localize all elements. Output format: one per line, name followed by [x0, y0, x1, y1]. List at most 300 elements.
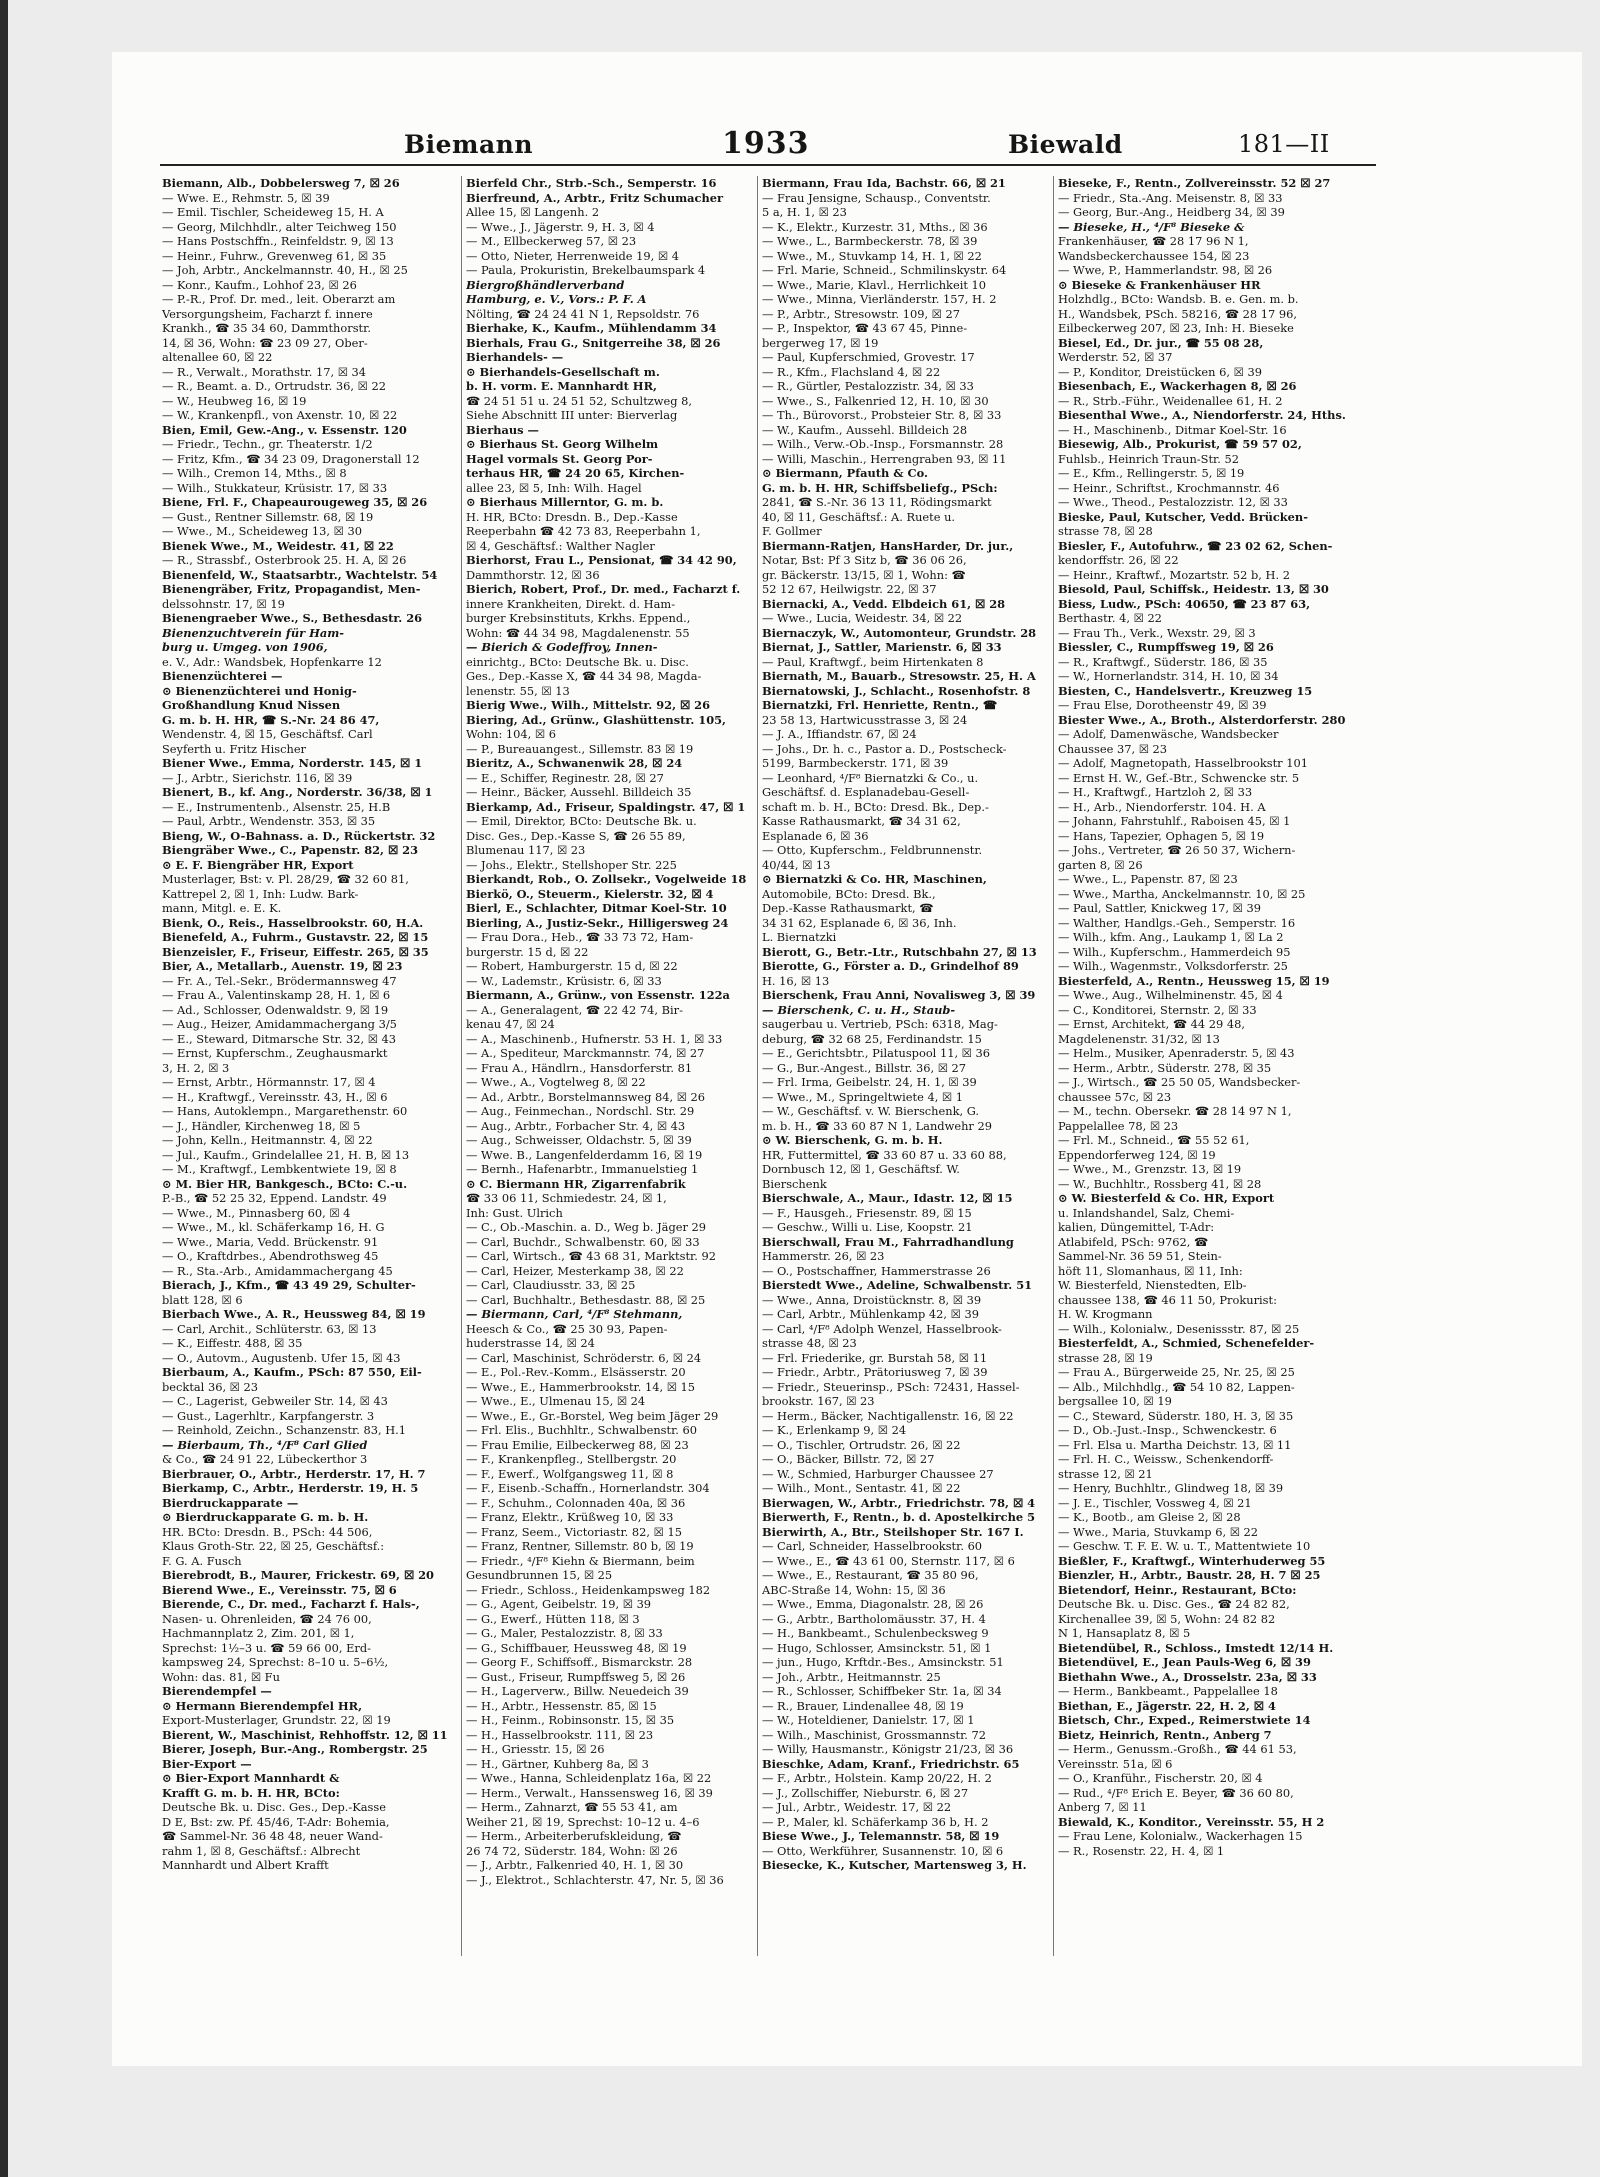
directory-entry-line: — W., Lademstr., Krüsistr. 6, ☒ 33	[466, 973, 662, 988]
directory-entry-line: — Georg, Milchhdlr., alter Teichweg 150	[162, 219, 397, 234]
directory-entry-line: — J., Arbtr., Falkenried 40, H. 1, ☒ 30	[466, 1858, 684, 1872]
directory-entry-line: kalien, Düngemittel, T-Adr:	[1058, 1220, 1215, 1234]
directory-entry-line: Biering, Ad., Grünw., Glashüttenstr. 105,	[466, 712, 727, 727]
directory-entry-line: — Wwe., M., Springeltwiete 4, ☒ 1	[762, 1089, 964, 1104]
directory-entry-line: Eilbeckerweg 207, ☒ 23, Inh: H. Bieseke	[1058, 321, 1294, 335]
directory-entry-line: — K., Eiffestr. 488, ☒ 35	[162, 1336, 303, 1350]
directory-entry-line: — Frau A., Bürgerweide 25, Nr. 25, ☒ 25	[1058, 1365, 1295, 1379]
running-head-left: Biemann	[404, 130, 534, 159]
directory-entry-line: 26 74 72, Süderstr. 184, Wohn: ☒ 26	[466, 1843, 678, 1858]
directory-entry-line: — R., Rosenstr. 22, H. 4, ☒ 1	[1058, 1843, 1225, 1858]
directory-entry-line: — Wwe., A., Vogtelweg 8, ☒ 22	[466, 1075, 646, 1089]
directory-entry-line: — Otto, Kupferschm., Feldbrunnenstr.	[762, 843, 983, 857]
directory-entry-line: — Aug., Feinmechan., Nordschl. Str. 29	[466, 1104, 695, 1118]
directory-entry-line: Biethan, E., Jägerstr. 22, H. 2, ☒ 4	[1058, 1698, 1276, 1713]
directory-entry-line: ☎ Sammel-Nr. 36 48 48, neuer Wand-	[162, 1829, 383, 1843]
column-divider	[757, 176, 758, 1956]
directory-entry-line: — P., Bureauangest., Sillemstr. 83 ☒ 19	[466, 741, 694, 756]
directory-entry-line: Heesch & Co., ☎ 25 30 93, Papen-	[466, 1321, 668, 1336]
directory-entry-line: — J., Wirtsch., ☎ 25 50 05, Wandsbecker-	[1058, 1075, 1301, 1089]
directory-entry-line: — Wwe., Maria, Stuvkamp 6, ☒ 22	[1058, 1524, 1259, 1539]
directory-entry-line: Weiher 21, ☒ 19, Sprechst: 10–12 u. 4–6	[466, 1814, 700, 1829]
directory-entry-line: — Wwe. E., Rehmstr. 5, ☒ 39	[162, 190, 330, 205]
directory-entry-line: Biesler, F., Autofuhrw., ☎ 23 02 62, Schen-	[1058, 538, 1333, 553]
directory-entry-line: — J., Arbtr., Sierichstr. 116, ☒ 39	[162, 770, 353, 785]
directory-entry-line: ⊙ Bienenzüchterei und Honig-	[162, 683, 357, 698]
directory-entry-line: ⊙ W. Bierschenk, G. m. b. H.	[762, 1133, 943, 1147]
directory-entry-line: Seyferth u. Fritz Hischer	[162, 741, 307, 756]
directory-entry-line: — Heinr., Schriftst., Krochmannstr. 46	[1058, 480, 1280, 495]
directory-entry-line: ⊙ Bier-Export Mannhardt &	[162, 1771, 340, 1785]
directory-entry-line: ⊙ Hermann Bierendempfel HR,	[162, 1698, 363, 1713]
directory-entry-line: Bienengräber, Fritz, Propagandist, Men-	[162, 582, 421, 596]
directory-entry-line: & Co., ☎ 24 91 22, Lübeckerthor 3	[162, 1452, 368, 1466]
directory-entry-line: höft 11, Slomanhaus, ☒ 11, Inh:	[1058, 1263, 1243, 1278]
directory-entry-line: Mannhardt und Albert Krafft	[162, 1858, 329, 1872]
directory-entry-line: Bierkamp, Ad., Friseur, Spaldingstr. 47, ☒ 1	[466, 799, 746, 814]
directory-entry-line: — W., Hoteldiener, Danielstr. 17, ☒ 1	[762, 1713, 975, 1727]
directory-entry-line: — Wilh., Verw.-Ob.-Insp., Forsmannstr. 28	[762, 437, 1004, 451]
directory-entry-line: — Bieseke, H., ⁴/F⁸ Bieseke &	[1058, 219, 1245, 234]
directory-entry-line: Bierach, J., Kfm., ☎ 43 49 29, Schulter-	[162, 1278, 416, 1292]
directory-entry-line: Bierebrodt, B., Maurer, Frickestr. 69, ☒ 20	[162, 1568, 434, 1582]
directory-entry-line: — Wwe., Minna, Vierländerstr. 157, H. 2	[762, 292, 997, 306]
directory-entry-line: Biermann-Ratjen, HansHarder, Dr. jur.,	[762, 538, 1014, 553]
directory-entry-line: — J., Elektrot., Schlachterstr. 47, Nr. 5, ☒ 36	[466, 1872, 724, 1887]
directory-entry-line: — C., Ob.-Maschin. a. D., Weg b. Jäger 29	[466, 1220, 707, 1234]
directory-entry-line: — Friedr., Arbtr., Prätoriusweg 7, ☒ 39	[762, 1365, 988, 1379]
directory-entry-line: — A., Spediteur, Marckmannstr. 74, ☒ 27	[466, 1046, 705, 1060]
directory-entry-line: Automobile, BCto: Dresd. Bk.,	[762, 886, 936, 901]
directory-entry-line: — Biermann, Carl, ⁴/F⁸ Stehmann,	[466, 1307, 683, 1321]
directory-entry-line: 40, ☒ 11, Geschäftsf.: A. Ruete u.	[762, 509, 956, 524]
directory-entry-line: — Carl, Wirtsch., ☎ 43 68 31, Marktstr. 92	[466, 1249, 716, 1263]
directory-entry-line: Kasse Rathausmarkt, ☎ 34 31 62,	[762, 814, 961, 828]
directory-entry-line: — Frl. Marie, Schneid., Schmilinskystr. 64	[762, 263, 1007, 277]
directory-entry-line: altenallee 60, ☒ 22	[162, 350, 273, 364]
directory-entry-line: Bier, A., Metallarb., Auenstr. 19, ☒ 23	[162, 959, 403, 973]
directory-entry-line: — Wwe., E., Gr.-Borstel, Weg beim Jäger 29	[466, 1408, 719, 1423]
directory-entry-line: — H., Kraftwgf., Hartzloh 2, ☒ 33	[1058, 785, 1253, 799]
directory-column-3	[762, 176, 1054, 1956]
directory-entry-line: — W., Hornerlandstr. 314, H. 10, ☒ 34	[1058, 669, 1279, 683]
directory-entry-line: — Rud., ⁴/F⁸ Erich E. Beyer, ☎ 36 60 80,	[1058, 1785, 1294, 1800]
directory-entry-line: — Paul, Arbtr., Wendenstr. 353, ☒ 35	[162, 814, 376, 828]
directory-entry-line: Bieschke, Adam, Kranf., Friedrichstr. 65	[762, 1756, 1020, 1771]
directory-entry-line: Bierich, Robert, Prof., Dr. med., Facharzt f.	[466, 582, 741, 596]
directory-entry-line: Hamburg, e. V., Vors.: P. F. A	[466, 292, 647, 306]
directory-entry-line: — J., Zollschiffer, Nieburstr. 6, ☒ 27	[762, 1785, 969, 1800]
directory-entry-line: Biermann, A., Grünw., von Essenstr. 122a	[466, 988, 730, 1002]
directory-entry-line: — W., Schmied, Harburger Chaussee 27	[762, 1466, 994, 1481]
directory-entry-line: H. HR, BCto: Dresdn. B., Dep.-Kasse	[466, 509, 678, 524]
directory-entry-line: — Wilh., Mont., Sentastr. 41, ☒ 22	[762, 1481, 961, 1495]
directory-entry-line: burg u. Umgeg. von 1906,	[162, 640, 328, 654]
directory-entry-line: Kattrepel 2, ☒ 1, Inh: Ludw. Bark-	[162, 886, 359, 901]
directory-entry-line: HR, Futtermittel, ☎ 33 60 87 u. 33 60 88,	[762, 1147, 1007, 1162]
directory-entry-line: ⊙ Bierhaus St. Georg Wilhelm	[466, 437, 659, 451]
directory-entry-line: Dornbusch 12, ☒ 1, Geschäftsf. W.	[762, 1162, 960, 1176]
directory-entry-line: — Alb., Milchhdlg., ☎ 54 10 82, Lappen-	[1058, 1379, 1295, 1394]
directory-entry-line: blatt 128, ☒ 6	[162, 1292, 243, 1307]
directory-entry-line: Musterlager, Bst: v. Pl. 28/29, ☎ 32 60 81,	[162, 872, 409, 886]
directory-entry-line: — Georg F., Schiffsoff., Bismarckstr. 28	[466, 1655, 693, 1669]
directory-entry-line: garten 8, ☒ 26	[1058, 857, 1143, 872]
directory-entry-line: — Carl, Buchdr., Schwalbenstr. 60, ☒ 33	[466, 1234, 700, 1249]
directory-entry-line: ⊙ W. Biesterfeld & Co. HR, Export	[1058, 1191, 1275, 1205]
directory-entry-line: — Paul, Kraftwgf., beim Hirtenkaten 8	[762, 654, 984, 669]
directory-entry-line: 2841, ☎ S.-Nr. 36 13 11, Rödingsmarkt	[762, 495, 992, 509]
directory-entry-line: — Wilh., kfm. Ang., Laukamp 1, ☒ La 2	[1058, 930, 1284, 944]
directory-entry-line: Bierwagen, W., Arbtr., Friedrichstr. 78, ☒ 4	[762, 1495, 1036, 1510]
directory-entry-line: — Wwe., Lucia, Weidestr. 34, ☒ 22	[762, 611, 963, 625]
directory-entry-line: — Emil, Direktor, BCto: Deutsche Bk. u.	[466, 814, 697, 828]
directory-entry-line: strasse 48, ☒ 23	[762, 1336, 857, 1350]
directory-entry-line: Bierkamp, C., Arbtr., Herderstr. 19, H. 5	[162, 1481, 419, 1495]
directory-entry-line: — Frau Else, Dorotheenstr 49, ☒ 39	[1058, 698, 1267, 712]
directory-entry-line: — E., Kfm., Rellingerstr. 5, ☒ 19	[1058, 466, 1245, 480]
directory-entry-line: Biesterfeld, A., Rentn., Heussweg 15, ☒ 19	[1058, 973, 1330, 988]
directory-entry-line: G. m. b. H. HR, Schiffsbeliefg., PSch:	[762, 480, 998, 495]
directory-entry-line: — G., Arbtr., Bartholomäusstr. 37, H. 4	[762, 1611, 986, 1626]
directory-entry-line: Biernath, M., Bauarb., Stresowstr. 25, H. A	[762, 669, 1036, 683]
directory-entry-line: 34 31 62, Esplanade 6, ☒ 36, Inh.	[762, 915, 957, 930]
directory-column-1	[162, 176, 454, 1956]
directory-entry-line: H. W. Krogmann	[1058, 1307, 1153, 1321]
directory-entry-line: Dammthorstr. 12, ☒ 36	[466, 567, 600, 582]
directory-entry-line: Inh: Gust. Ulrich	[466, 1205, 563, 1220]
directory-entry-line: Bierende, C., Dr. med., Facharzt f. Hals-,	[162, 1597, 420, 1611]
directory-entry-line: Bierott, G., Betr.-Ltr., Rutschbahn 27, ☒ 13	[762, 944, 1037, 959]
directory-entry-line: Biesterfeldt, A., Schmied, Schenefelder-	[1058, 1336, 1315, 1350]
directory-entry-line: Bierl, E., Schlachter, Ditmar Koel-Str. 10	[466, 901, 727, 915]
directory-entry-line: — R., Kfm., Flachsland 4, ☒ 22	[762, 364, 941, 379]
directory-entry-line: Bierhake, K., Kaufm., Mühlendamm 34	[466, 321, 717, 335]
directory-entry-line: Biester Wwe., A., Broth., Alsterdorferstr. 280	[1058, 712, 1346, 727]
directory-entry-line: kenau 47, ☒ 24	[466, 1017, 555, 1031]
directory-entry-line: Pappelallee 78, ☒ 23	[1058, 1118, 1179, 1133]
directory-entry-line: ⊙ C. Biermann HR, Zigarrenfabrik	[466, 1176, 686, 1191]
directory-entry-line: G. m. b. H. HR, ☎ S.-Nr. 24 86 47,	[162, 712, 380, 727]
directory-entry-line: bergerweg 17, ☒ 19	[762, 335, 879, 350]
directory-entry-line: — R., Verwalt., Morathstr. 17, ☒ 34	[162, 364, 367, 379]
directory-entry-line: Bierfreund, A., Arbtr., Fritz Schumacher	[466, 190, 723, 205]
directory-entry-line: — Wwe., M., Scheideweg 13, ☒ 30	[162, 524, 362, 538]
directory-entry-line: — K., Elektr., Kurzestr. 31, Mths., ☒ 36	[762, 219, 988, 234]
directory-entry-line: — Frau A., Valentinskamp 28, H. 1, ☒ 6	[162, 988, 391, 1002]
directory-entry-line: ☒ 4, Geschäftsf.: Walther Nagler	[466, 538, 655, 553]
directory-entry-line: — Frl. Friederike, gr. Burstah 58, ☒ 11	[762, 1350, 988, 1365]
directory-entry-line: — M., Kraftwgf., Lembkentwiete 19, ☒ 8	[162, 1162, 397, 1176]
directory-entry-line: Fuhlsb., Heinrich Traun-Str. 52	[1058, 451, 1239, 466]
directory-entry-line: Bietendüvel, E., Jean Pauls-Weg 6, ☒ 39	[1058, 1655, 1311, 1669]
directory-entry-line: Bierling, A., Justiz-Sekr., Hilligersweg 24	[466, 915, 729, 930]
directory-entry-line: Biemann, Alb., Dobbelersweg 7, ☒ 26	[162, 176, 400, 190]
directory-entry-line: 23 58 13, Hartwicusstrasse 3, ☒ 24	[762, 712, 968, 727]
directory-entry-line: — Wwe., E., Ulmenau 15, ☒ 24	[466, 1394, 646, 1408]
directory-entry-line: — G., Maler, Pestalozzistr. 8, ☒ 33	[466, 1626, 663, 1640]
directory-entry-line: Bienengraeber Wwe., S., Bethesdastr. 26	[162, 611, 423, 625]
directory-entry-line: ⊙ Biermann, Pfauth & Co.	[762, 466, 928, 480]
directory-entry-line: — Willi, Maschin., Herrengraben 93, ☒ 11	[762, 451, 1007, 466]
directory-entry-line: Biener Wwe., Emma, Norderstr. 145, ☒ 1	[162, 756, 423, 770]
directory-entry-line: — Heinr., Bäcker, Aussehl. Billdeich 35	[466, 785, 692, 799]
directory-entry-line: Bierschwale, A., Maur., Idastr. 12, ☒ 15	[762, 1191, 1013, 1205]
directory-entry-line: — K., Erlenkamp 9, ☒ 24	[762, 1423, 907, 1437]
directory-entry-line: innere Krankheiten, Direkt. d. Ham-	[466, 596, 676, 611]
directory-entry-line: — E., Gerichtsbtr., Pilatuspool 11, ☒ 36	[762, 1046, 991, 1060]
directory-entry-line: Bierschenk	[762, 1176, 827, 1191]
directory-entry-line: Bienzler, H., Arbtr., Baustr. 28, H. 7 ☒ 25	[1058, 1568, 1321, 1582]
directory-entry-line: Bierkö, O., Steuerm., Kielerstr. 32, ☒ 4	[466, 886, 714, 901]
directory-entry-line: — F., Eisenb.-Schaffn., Hornerlandstr. 304	[466, 1481, 710, 1495]
directory-entry-line: — Hans Postschffn., Reinfeldstr. 9, ☒ 13	[162, 234, 394, 248]
directory-entry-line: — C., Konditorei, Sternstr. 2, ☒ 33	[1058, 1002, 1257, 1017]
directory-entry-line: Biernatzki, Frl. Henriette, Rentn., ☎	[762, 698, 998, 712]
directory-entry-line: — Carl, ⁴/F⁸ Adolph Wenzel, Hasselbrook-	[762, 1321, 1002, 1336]
directory-entry-line: Bien, Emil, Gew.-Ang., v. Essenstr. 120	[162, 422, 407, 437]
directory-entry-line: — Wilh., Kolonialw., Desenissstr. 87, ☒ 25	[1058, 1321, 1300, 1336]
directory-entry-line: Notar, Bst: Pf 3 Sitz b, ☎ 36 06 26,	[762, 553, 967, 567]
directory-entry-line: — Adolf, Magnetopath, Hasselbrookstr 101	[1058, 756, 1308, 770]
directory-entry-line: — Wwe., Anna, Droistücknstr. 8, ☒ 39	[762, 1292, 982, 1307]
directory-entry-line: — Herm., Arbeiterberufskleidung, ☎	[466, 1829, 682, 1843]
directory-entry-line: — H., Hasselbrookstr. 111, ☒ 23	[466, 1727, 654, 1742]
directory-entry-line: mann, Mitgl. e. E. K.	[162, 901, 282, 915]
directory-entry-line: Frankenhäuser, ☎ 28 17 96 N 1,	[1058, 234, 1249, 248]
directory-entry-line: — W., Buchhltr., Rossberg 41, ☒ 28	[1058, 1176, 1262, 1191]
directory-entry-line: huderstrasse 14, ☒ 24	[466, 1336, 595, 1350]
directory-entry-line: Biess, Ludw., PSch: 40650, ☎ 23 87 63,	[1058, 596, 1311, 611]
directory-entry-line: Bierer, Joseph, Bur.-Ang., Rombergstr. 25	[162, 1742, 428, 1756]
directory-entry-line: u. Inlandshandel, Salz, Chemi-	[1058, 1205, 1235, 1220]
directory-entry-line: Biernaczyk, W., Automonteur, Grundstr. 28	[762, 625, 1037, 640]
directory-entry-line: Bierig Wwe., Wilh., Mittelstr. 92, ☒ 26	[466, 698, 711, 712]
directory-entry-line: m. b. H., ☎ 33 60 87 N 1, Landwehr 29	[762, 1118, 992, 1133]
directory-entry-line: — R., Schlosser, Schiffbeker Str. 1a, ☒ 34	[762, 1684, 1002, 1698]
directory-entry-line: Bierotte, G., Förster a. D., Grindelhof 89	[762, 959, 1019, 973]
directory-entry-line: Wandsbeckerchaussee 154, ☒ 23	[1058, 248, 1250, 263]
directory-entry-line: — Carl, Maschinist, Schröderstr. 6, ☒ 24	[466, 1350, 702, 1365]
directory-entry-line: — O., Postschaffner, Hammerstrasse 26	[762, 1263, 991, 1278]
directory-entry-line: chaussee 57c, ☒ 23	[1058, 1089, 1172, 1104]
directory-entry-line: Bieng, W., O-Bahnass. a. D., Rückertstr. 32	[162, 828, 436, 843]
directory-entry-line: — Ernst, Architekt, ☎ 44 29 48,	[1058, 1017, 1245, 1031]
directory-entry-line: — C., Lagerist, Gebweiler Str. 14, ☒ 43	[162, 1394, 388, 1408]
header-rule	[160, 164, 1376, 166]
directory-entry-line: — Fritz, Kfm., ☎ 34 23 09, Dragonerstall 12	[162, 451, 420, 466]
directory-entry-line: — Wilh., Wagenmstr., Volksdorferstr. 25	[1058, 959, 1288, 973]
directory-entry-line: Biernat, J., Sattler, Marienstr. 6, ☒ 33	[762, 640, 1002, 654]
directory-entry-line: — Carl, Arbtr., Mühlenkamp 42, ☒ 39	[762, 1307, 979, 1321]
directory-entry-line: Bierend Wwe., E., Vereinsstr. 75, ☒ 6	[162, 1582, 397, 1597]
directory-entry-line: Bierwirth, A., Btr., Steilshoper Str. 167 I.	[762, 1524, 1024, 1539]
directory-entry-line: ⊙ Bierhaus Millerntor, G. m. b.	[466, 495, 664, 509]
directory-entry-line: — P., Arbtr., Stresowstr. 109, ☒ 27	[762, 306, 961, 321]
directory-entry-line: — Wilh., Maschinist, Grossmannstr. 72	[762, 1727, 987, 1742]
directory-entry-line: Bieritz, A., Schwanenwik 28, ☒ 24	[466, 756, 683, 770]
directory-entry-line: Biesecke, K., Kutscher, Martensweg 3, H.	[762, 1858, 1027, 1872]
directory-entry-line: — Th., Bürovorst., Probsteier Str. 8, ☒ 33	[762, 408, 1002, 422]
directory-entry-line: — Geschw., Willi u. Lise, Koopstr. 21	[762, 1220, 973, 1234]
directory-entry-line: Bierwerth, F., Rentn., b. d. Apostelkirche 5	[762, 1510, 1036, 1524]
directory-entry-line: delssohnstr. 17, ☒ 19	[162, 596, 285, 611]
directory-entry-line: Hachmannplatz 2, Zim. 201, ☒ 1,	[162, 1626, 355, 1640]
directory-entry-line: 40/44, ☒ 13	[762, 857, 831, 872]
directory-entry-line: Bienenfeld, W., Staatsarbtr., Wachtelstr. 54	[162, 567, 438, 582]
directory-entry-line: Wohn: ☎ 44 34 98, Magdalenenstr. 55	[466, 625, 690, 640]
directory-entry-line: — R., Strb.-Führ., Weidenallee 61, H. 2	[1058, 393, 1283, 408]
directory-entry-line: — Johs., Elektr., Stellshoper Str. 225	[466, 857, 677, 872]
directory-entry-line: Biermann, Frau Ida, Bachstr. 66, ☒ 21	[762, 176, 1006, 190]
directory-entry-line: Biethahn Wwe., A., Drosselstr. 23a, ☒ 33	[1058, 1669, 1317, 1684]
directory-entry-line: — Otto, Nieter, Herrenweide 19, ☒ 4	[466, 248, 679, 263]
directory-entry-line: Krafft G. m. b. H. HR, BCto:	[162, 1785, 340, 1800]
directory-entry-line: allee 23, ☒ 5, Inh: Wilh. Hagel	[466, 480, 642, 495]
directory-entry-line: — W., Heubweg 16, ☒ 19	[162, 393, 307, 408]
directory-entry-line: — H., Gärtner, Kuhberg 8a, ☒ 3	[466, 1756, 649, 1771]
directory-entry-line: Reeperbahn ☎ 42 73 83, Reeperbahn 1,	[466, 524, 701, 538]
directory-entry-line: — R., Sta.-Arb., Amidammachergang 45	[162, 1263, 393, 1278]
directory-entry-line: Biergroßhändlerverband	[466, 277, 625, 292]
directory-entry-line: — C., Steward, Süderstr. 180, H. 3, ☒ 35	[1058, 1408, 1294, 1423]
directory-entry-line: — Helm., Musiker, Apenraderstr. 5, ☒ 43	[1058, 1046, 1295, 1060]
directory-entry-line: — Frl. M., Schneid., ☎ 55 52 61,	[1058, 1133, 1250, 1147]
directory-entry-line: ⊙ Bierdruckapparate G. m. b. H.	[162, 1510, 369, 1524]
directory-entry-line: F. G. A. Fusch	[162, 1553, 242, 1568]
directory-entry-line: brookstr. 167, ☒ 23	[762, 1394, 875, 1408]
directory-entry-line: — G., Schiffbauer, Heussweg 48, ☒ 19	[466, 1640, 687, 1655]
directory-entry-line: — K., Bootb., am Gleise 2, ☒ 28	[1058, 1510, 1241, 1524]
directory-entry-line: strasse 28, ☒ 19	[1058, 1350, 1153, 1365]
directory-entry-line: — R., Brauer, Lindenallee 48, ☒ 19	[762, 1698, 964, 1713]
directory-entry-line: — H., Bankbeamt., Schulenbecksweg 9	[762, 1626, 989, 1640]
directory-entry-line: — Ad., Schlosser, Odenwaldstr. 9, ☒ 19	[162, 1002, 389, 1017]
directory-entry-line: bergsallee 10, ☒ 19	[1058, 1394, 1172, 1408]
directory-entry-line: Bierhaus —	[466, 422, 539, 437]
directory-entry-line: Bietendorf, Heinr., Restaurant, BCto:	[1058, 1582, 1297, 1597]
directory-entry-line: — F., Ewerf., Wolfgangsweg 11, ☒ 8	[466, 1466, 674, 1481]
directory-entry-line: L. Biernatzki	[762, 930, 837, 944]
directory-entry-line: — Wwe., Martha, Anckelmannstr. 10, ☒ 25	[1058, 886, 1306, 901]
directory-entry-line: Biernacki, A., Vedd. Elbdeich 61, ☒ 28	[762, 596, 1006, 611]
directory-entry-line: — O., Tischler, Ortrudstr. 26, ☒ 22	[762, 1437, 961, 1452]
directory-entry-line: — F., Hausgeh., Friesenstr. 89, ☒ 15	[762, 1205, 972, 1220]
directory-entry-line: — Gust., Lagerhltr., Karpfangerstr. 3	[162, 1408, 375, 1423]
directory-entry-line: ⊙ Bierhandels-Gesellschaft m.	[466, 364, 660, 379]
directory-entry-line: becktal 36, ☒ 23	[162, 1379, 259, 1394]
directory-entry-line: — Herm., Zahnarzt, ☎ 55 53 41, am	[466, 1800, 678, 1814]
directory-entry-line: — Ad., Arbtr., Borstelmannsweg 84, ☒ 26	[466, 1089, 706, 1104]
directory-entry-line: — Ernst H. W., Gef.-Btr., Schwencke str. 5	[1058, 770, 1300, 785]
directory-entry-line: — jun., Hugo, Krftdr.-Bes., Amsinckstr. 51	[762, 1655, 1004, 1669]
directory-entry-line: — W., Geschäftsf. v. W. Bierschenk, G.	[762, 1104, 980, 1118]
directory-entry-line: Großhandlung Knud Nissen	[162, 698, 341, 712]
directory-entry-line: — Gust., Friseur, Rumpffsweg 5, ☒ 26	[466, 1669, 686, 1684]
directory-entry-line: HR. BCto: Dresdn. B., PSch: 44 506,	[162, 1524, 373, 1539]
directory-entry-line: ⊙ E. F. Biengräber HR, Export	[162, 857, 354, 872]
directory-entry-line: — Hans, Autoklempn., Margarethenstr. 60	[162, 1104, 408, 1118]
directory-entry-line: terhaus HR, ☎ 24 20 65, Kirchen-	[466, 466, 685, 480]
directory-entry-line: strasse 78, ☒ 28	[1058, 524, 1153, 538]
running-head-year: 1933	[722, 126, 810, 161]
directory-entry-line: — Aug., Schweisser, Oldachstr. 5, ☒ 39	[466, 1133, 692, 1147]
directory-entry-line: — J. E., Tischler, Vossweg 4, ☒ 21	[1058, 1495, 1252, 1510]
directory-entry-line: einrichtg., BCto: Deutsche Bk. u. Disc.	[466, 654, 689, 669]
directory-entry-line: Dep.-Kasse Rathausmarkt, ☎	[762, 901, 934, 915]
directory-entry-line: — P.-R., Prof. Dr. med., leit. Oberarzt am	[162, 292, 396, 306]
directory-entry-line: Blumenau 117, ☒ 23	[466, 843, 586, 857]
directory-entry-line: — Fr. A., Tel.-Sekr., Brödermannsweg 47	[162, 973, 397, 988]
directory-entry-line: Deutsche Bk. u. Disc. Ges., Dep.-Kasse	[162, 1800, 386, 1814]
directory-entry-line: — W., Kaufm., Aussehl. Billdeich 28	[762, 422, 968, 437]
directory-entry-line: — Franz, Rentner, Sillemstr. 80 b, ☒ 19	[466, 1539, 694, 1553]
directory-entry-line: — Reinhold, Zeichn., Schanzenstr. 83, H.1	[162, 1423, 407, 1437]
directory-entry-line: ⊙ Biernatzki & Co. HR, Maschinen,	[762, 872, 987, 886]
directory-entry-line: — Paul, Sattler, Knickweg 17, ☒ 39	[1058, 901, 1261, 915]
directory-entry-line: Wendenstr. 4, ☒ 15, Geschäftsf. Carl	[162, 727, 373, 741]
directory-entry-line: — J., Händler, Kirchenweg 18, ☒ 5	[162, 1118, 361, 1133]
directory-entry-line: Bierhorst, Frau L., Pensionat, ☎ 34 42 90,	[466, 553, 737, 567]
directory-entry-line: Bierbach Wwe., A. R., Heussweg 84, ☒ 19	[162, 1307, 426, 1321]
directory-entry-line: — M., Ellbeckerweg 57, ☒ 23	[466, 234, 637, 248]
directory-entry-line: — Herm., Genussm.-Großh., ☎ 44 61 53,	[1058, 1742, 1297, 1756]
directory-entry-line: — Wwe, P., Hammerlandstr. 98, ☒ 26	[1058, 263, 1273, 277]
directory-entry-line: — Hans, Tapezier, Ophagen 5, ☒ 19	[1058, 828, 1265, 843]
directory-entry-line: Allee 15, ☒ Langenh. 2	[466, 205, 600, 219]
directory-entry-line: Bierhandels- —	[466, 350, 564, 364]
directory-entry-line: — Bierbaum, Th., ⁴/F⁸ Carl Glied	[162, 1437, 368, 1452]
directory-entry-line: — Johs., Dr. h. c., Pastor a. D., Postscheck-	[762, 741, 1007, 756]
directory-entry-line: — Bernh., Hafenarbtr., Immanuelstieg 1	[466, 1162, 699, 1176]
directory-entry-line: — Wwe., M., Stuvkamp 14, H. 1, ☒ 22	[762, 248, 982, 263]
directory-entry-line: Bietendübel, R., Schloss., Imstedt 12/14 H.	[1058, 1640, 1334, 1655]
directory-entry-line: — R., Beamt. a. D., Ortrudstr. 36, ☒ 22	[162, 379, 386, 393]
directory-entry-line: Klaus Groth-Str. 22, ☒ 25, Geschäftsf.:	[162, 1539, 385, 1553]
directory-entry-line: — E., Pol.-Rev.-Komm., Elsässerstr. 20	[466, 1365, 686, 1379]
directory-entry-line: — Carl, Claudiusstr. 33, ☒ 25	[466, 1278, 636, 1292]
directory-entry-line: — Friedr., Schloss., Heidenkampsweg 182	[466, 1582, 711, 1597]
directory-entry-line: — Franz, Elektr., Krüßweg 10, ☒ 33	[466, 1510, 674, 1524]
directory-entry-line: Bienenzüchterei —	[162, 669, 283, 683]
directory-entry-line: Bierendempfel —	[162, 1684, 272, 1698]
directory-entry-line: — Wwe., E., Hammerbrookstr. 14, ☒ 15	[466, 1379, 696, 1394]
directory-entry-line: — G., Bur.-Angest., Billstr. 36, ☒ 27	[762, 1060, 967, 1075]
directory-entry-line: D E, Bst: zw. Pf. 45/46, T-Adr: Bohemia,	[162, 1814, 390, 1829]
directory-entry-line: — Friedr., ⁴/F⁸ Kiehn & Biermann, beim	[466, 1553, 695, 1568]
directory-entry-line: — Wwe., M., Pinnasberg 60, ☒ 4	[162, 1205, 351, 1220]
directory-entry-line: — Georg, Bur.-Ang., Heidberg 34, ☒ 39	[1058, 205, 1285, 219]
directory-entry-line: — O., Bäcker, Billstr. 72, ☒ 27	[762, 1452, 935, 1466]
directory-entry-line: Sammel-Nr. 36 59 51, Stein-	[1058, 1249, 1222, 1263]
directory-entry-line: — H., Maschinenb., Ditmar Koel-Str. 16	[1058, 422, 1287, 437]
directory-entry-line: — Konr., Kaufm., Lohhof 23, ☒ 26	[162, 277, 357, 292]
directory-entry-line: — Frl. H. C., Weissw., Schenkendorff-	[1058, 1452, 1274, 1466]
directory-entry-line: Anberg 7, ☒ 11	[1058, 1800, 1147, 1814]
directory-entry-line: Bieseke, F., Rentn., Zollvereinsstr. 52 ☒ 27	[1058, 176, 1331, 190]
directory-entry-line: Atlabifeld, PSch: 9762, ☎	[1058, 1234, 1209, 1249]
directory-entry-line: — Bierschenk, C. u. H., Staub-	[762, 1002, 956, 1017]
directory-entry-line: Biernatowski, J., Schlacht., Rosenhofstr. 8	[762, 683, 1031, 698]
directory-entry-line: saugerbau u. Vertrieb, PSch: 6318, Mag-	[762, 1017, 998, 1031]
directory-entry-line: ⊙ M. Bier HR, Bankgesch., BCto: C.-u.	[162, 1176, 408, 1191]
directory-entry-line: — Henry, Buchhltr., Glindweg 18, ☒ 39	[1058, 1481, 1284, 1495]
directory-entry-line: Kirchenallee 39, ☒ 5, Wohn: 24 82 82	[1058, 1611, 1276, 1626]
directory-entry-line: — Wwe., S., Falkenried 12, H. 10, ☒ 30	[762, 393, 989, 408]
directory-entry-line: — Wwe., J., Jägerstr. 9, H. 3, ☒ 4	[466, 219, 655, 234]
directory-entry-line: Chaussee 37, ☒ 23	[1058, 741, 1168, 756]
directory-entry-line: — D., Ob.-Just.-Insp., Schwenckestr. 6	[1058, 1423, 1277, 1437]
